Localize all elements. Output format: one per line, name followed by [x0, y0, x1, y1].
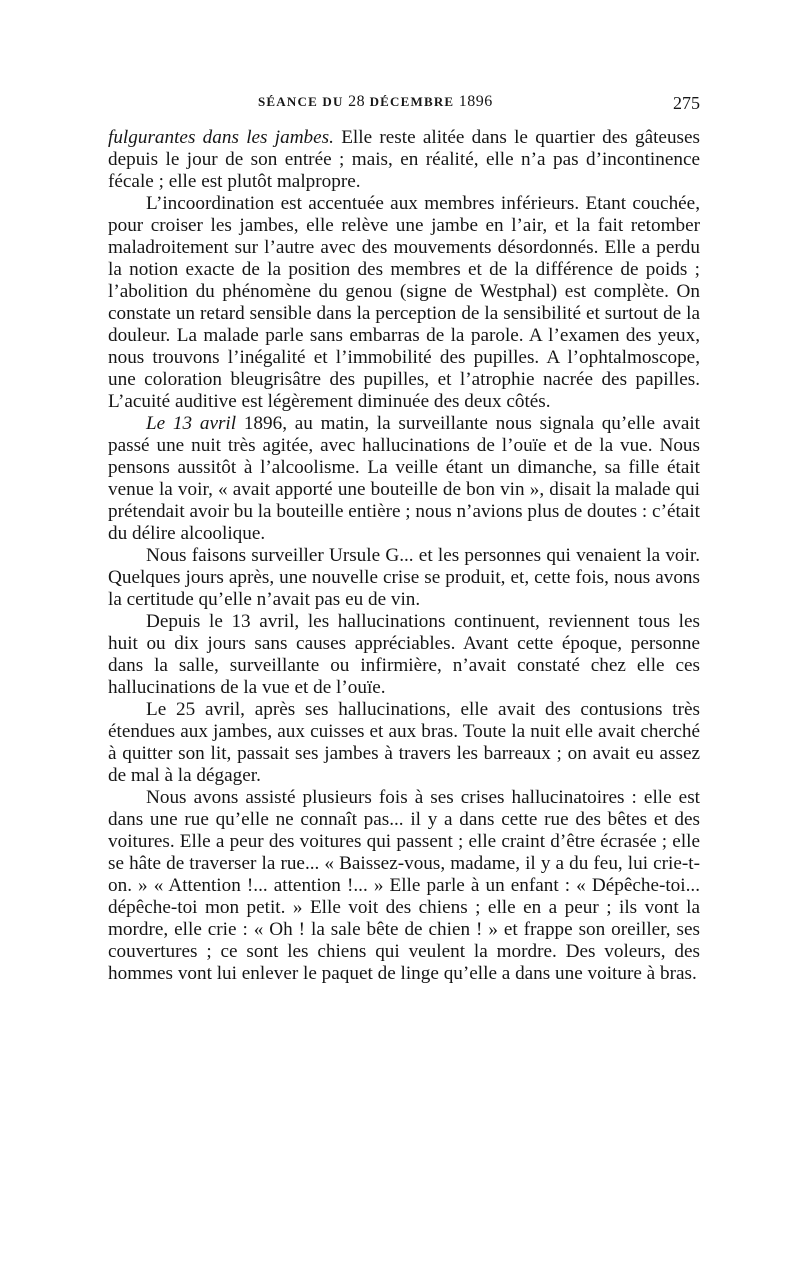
paragraph-3 [108, 413, 700, 545]
page-number: 275 [673, 93, 700, 113]
paragraph-6: Le 25 avril, après ses hallucinations, elle avait des contusions très étendues aux jambes, aux cuisses et aux bras. Toute la nuit elle avait cherché à quitter son lit, passait ses jambes à travers les barreaux ; on avait eu assez de mal à la dégager. [108, 699, 700, 786]
running-title [258, 93, 493, 111]
running-title-day: 28 [348, 93, 366, 110]
paragraph-5: Depuis le 13 avril, les hallucinations continuent, reviennent tous les huit ou dix jours sans causes appréciables. Avant cette époque, personne dans la salle, surveillante ou infirmière, n’avait constaté chez elle ces hallucinations de la vue et de l’ouïe. [108, 611, 700, 698]
paragraph-2: L’incoordination est accentuée aux membres inférieurs. Etant couchée, pour croiser les jambes, elle relève une jambe en l’air, et la fait retomber maladroitement sur l’autre avec des mouvements désordonnés. Elle a perdu la notion exacte de la position des membres et de la différence de poids ; l’abolition du phénomène du genou (signe de Westphal) est complète. On constate un retard sensible dans la perception de la sensibilité et surtout de la douleur. La malade parle sans embarras de la parole. A l’examen des yeux, nous trouvons l’inégalité et l’immobilité des pupilles. A l’ophtalmoscope, une coloration bleugrisâtre des pupilles, et l’atrophie nacrée des papilles. L’acuité auditive est légèrement diminuée des deux côtés. [108, 193, 700, 412]
paragraph-1-text: Elle reste alitée dans le quartier des gâteuses depuis le jour de son entrée ; mais, en réalité, elle n’a pas d’incontinence fécale ; elle est plutôt malpropre. [108, 127, 700, 192]
paragraph-1-italic: fulgurantes dans les jambes. [108, 127, 334, 148]
paragraph-1 [108, 127, 700, 193]
paragraph-3-italic: Le 13 avril [146, 413, 237, 434]
running-title-year: 1896 [458, 93, 493, 110]
running-title-seance: SÉANCE DU [258, 94, 344, 109]
running-title-month: DÉCEMBRE [369, 94, 455, 109]
paragraph-3-text: 1896, au matin, la surveillante nous signala qu’elle avait passé une nuit très agitée, avec hallucinations de l’ouïe et de la vue. Nous pensons aussitôt à l’alcoolisme. La veille étant un dimanche, sa fille était venue la voir, « avait apporté une bouteille de bon vin », disait la malade qui prétendait avoir bu la bouteille entière ; nous n’avions plus de doutes : c’était du délire alcoolique. [108, 413, 700, 544]
running-header [108, 93, 700, 117]
paragraph-7: Nous avons assisté plusieurs fois à ses crises hallucinatoires : elle est dans une rue qu’elle ne connaît pas... il y a dans cette rue des bêtes et des voitures. Elle a peur des voitures qui passent ; elle craint d’être écrasée ; elle se hâte de traverser la rue... « Baissez-vous, madame, il y a du feu, lui crie-t-on. » « Attention !... attention !... » Elle parle à un enfant : « Dépêche-toi... dépêche-toi mon petit. » Elle voit des chiens ; elle en a peur ; ils vont la mordre, elle crie : « Oh ! la sale bête de chien ! » et frappe son oreiller, ses couvertures ; ce sont les chiens qui veulent la mordre. Des voleurs, des hommes vont lui enlever le paquet de linge qu’elle a dans une voiture à bras. [108, 787, 700, 984]
body-text [108, 127, 700, 985]
paragraph-4: Nous faisons surveiller Ursule G... et les personnes qui venaient la voir. Quelques jours après, une nouvelle crise se produit, et, cette fois, nous avons la certitude qu’elle n’avait pas eu de vin. [108, 545, 700, 610]
